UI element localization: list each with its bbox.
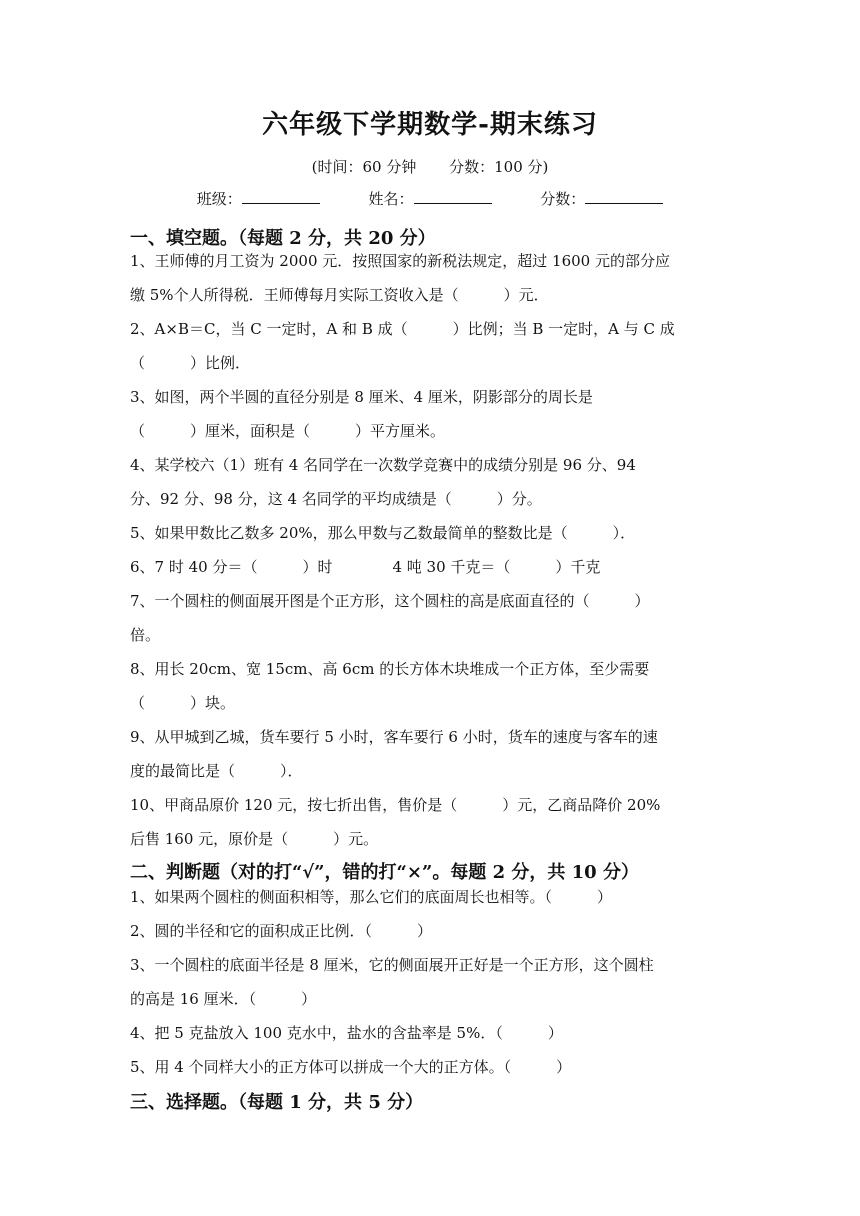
- section1-line: 分、92 分、98 分，这 4 名同学的平均成绩是（ ）分。: [130, 490, 542, 508]
- section1-line: 4、某学校六（1）班有 4 名同学在一次数学竞赛中的成绩分别是 96 分、94: [130, 456, 636, 474]
- page-title: 六年级下学期数学-期末练习: [262, 110, 598, 140]
- section1-line: 缴 5%个人所得税．王师傅每月实际工资收入是（ ）元．: [130, 286, 549, 304]
- score-label: 分数：: [540, 190, 586, 208]
- class-label: 班级：: [196, 190, 242, 208]
- section2-line: 2、圆的半径和它的面积成正比例．（ ）: [130, 922, 433, 940]
- class-blank: [242, 189, 320, 204]
- exam-total-score: 分数：100 分): [449, 158, 549, 176]
- section2-line: 4、把 5 克盐放入 100 克水中，盐水的含盐率是 5%．（ ）: [130, 1024, 563, 1042]
- section2-line: 3、一个圆柱的底面半径是 8 厘米，它的侧面展开正好是一个正方形，这个圆柱: [130, 956, 654, 974]
- section1-line: 1、王师傅的月工资为 2000 元．按照国家的新税法规定，超过 1600 元的部分应: [130, 252, 670, 270]
- section2-line: 的高是 16 厘米．（ ）: [130, 990, 317, 1008]
- section1-line: 3、如图，两个半圆的直径分别是 8 厘米、4 厘米，阴影部分的周长是: [130, 388, 593, 406]
- section1-heading: 一、填空题。（每题 2 分，共 20 分）: [130, 228, 436, 249]
- section1-line: （ ）比例．: [130, 354, 251, 372]
- section1-line: 10、甲商品原价 120 元，按七折出售，售价是（ ）元，乙商品降价 20%: [130, 796, 661, 814]
- name-label: 姓名：: [368, 190, 414, 208]
- section1-line: 后售 160 元，原价是（ ）元。: [130, 830, 379, 848]
- section1-line: 5、如果甲数比乙数多 20%，那么甲数与乙数最简单的整数比是（ ）．: [130, 524, 636, 542]
- section2-line: 5、用 4 个同样大小的正方体可以拼成一个大的正方体。（ ）: [130, 1058, 572, 1076]
- section1-line: 2、A×B＝C，当 C 一定时，A 和 B 成（ ）比例；当 B 一定时，A 与 C 成: [130, 320, 675, 338]
- section2-line: 1、如果两个圆柱的侧面积相等，那么它们的底面周长也相等。（ ）: [130, 888, 613, 906]
- section1-line: 倍。: [130, 626, 161, 644]
- score-field: [540, 188, 663, 209]
- name-field: [368, 188, 491, 209]
- section3-heading: 三、选择题。（每题 1 分，共 5 分）: [130, 1092, 424, 1113]
- exam-info: [0, 156, 860, 177]
- score-blank: [585, 189, 663, 204]
- section1-line: （ ）块。: [130, 694, 236, 712]
- section1-line: （ ）厘米，面积是（ ）平方厘米。: [130, 422, 446, 440]
- section1-line: 6、7 时 40 分＝（ ）时 4 吨 30 千克＝（ ）千克: [130, 558, 601, 576]
- section1-line: 度的最简比是（ ）．: [130, 762, 303, 780]
- student-info-fields: [0, 188, 860, 209]
- class-field: [197, 188, 320, 209]
- name-blank: [414, 189, 492, 204]
- section1-line: 9、从甲城到乙城，货车要行 5 小时，客车要行 6 小时，货车的速度与客车的速: [130, 728, 658, 746]
- section1-line: 7、一个圆柱的侧面展开图是个正方形，这个圆柱的高是底面直径的（ ）: [130, 592, 650, 610]
- section2-heading: 二、判断题（对的打“√”，错的打“×”。每题 2 分，共 10 分）: [130, 862, 639, 883]
- exam-time: (时间：60 分钟: [311, 158, 417, 176]
- section1-line: 8、用长 20cm、宽 15cm、高 6cm 的长方体木块堆成一个正方体，至少需要: [130, 660, 650, 678]
